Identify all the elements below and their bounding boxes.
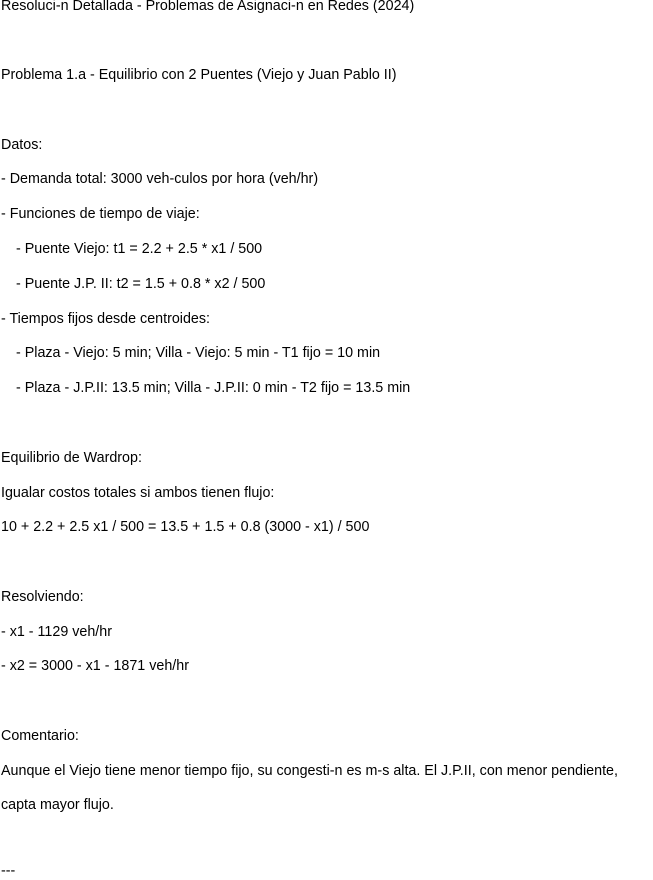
- fixed-time-jp: - Plaza - J.P.II: 13.5 min; Villa - J.P.II: 0 min - T2 fijo = 13.5 min: [16, 380, 411, 396]
- fixed-time-viejo: - Plaza - Viejo: 5 min; Villa - Viejo: 5 min - T1 fijo = 10 min: [16, 345, 381, 361]
- comment-line-2: capta mayor flujo.: [1, 797, 114, 813]
- solution-x1: - x1 - 1129 veh/hr: [1, 624, 112, 640]
- section-separator: ---: [1, 863, 16, 879]
- equilibrium-heading: Equilibrio de Wardrop:: [1, 450, 142, 466]
- solution-heading: Resolviendo:: [1, 589, 84, 605]
- fixed-times-heading: - Tiempos fijos desde centroides:: [1, 311, 210, 327]
- equilibrium-statement: Igualar costos totales si ambos tienen flujo:: [1, 485, 275, 501]
- equilibrium-equation: 10 + 2.2 + 2.5 x1 / 500 = 13.5 + 1.5 + 0.8 (3000 - x1) / 500: [1, 519, 370, 535]
- function-viejo: - Puente Viejo: t1 = 2.2 + 2.5 * x1 / 500: [16, 241, 263, 257]
- datos-heading: Datos:: [1, 137, 43, 153]
- comment-heading: Comentario:: [1, 728, 79, 744]
- problem-heading: Problema 1.a - Equilibrio con 2 Puentes (Viejo y Juan Pablo II): [1, 67, 397, 83]
- functions-heading: - Funciones de tiempo de viaje:: [1, 206, 200, 222]
- demand-line: - Demanda total: 3000 veh-culos por hora (veh/hr): [1, 171, 319, 187]
- comment-line-1: Aunque el Viejo tiene menor tiempo fijo, su congesti-n es m-s alta. El J.P.II, con menor pendiente,: [1, 763, 618, 779]
- function-jp: - Puente J.P. II: t2 = 1.5 + 0.8 * x2 / 500: [16, 276, 266, 292]
- document-title: Resoluci-n Detallada - Problemas de Asignaci-n en Redes (2024): [1, 0, 415, 14]
- solution-x2: - x2 = 3000 - x1 - 1871 veh/hr: [1, 658, 189, 674]
